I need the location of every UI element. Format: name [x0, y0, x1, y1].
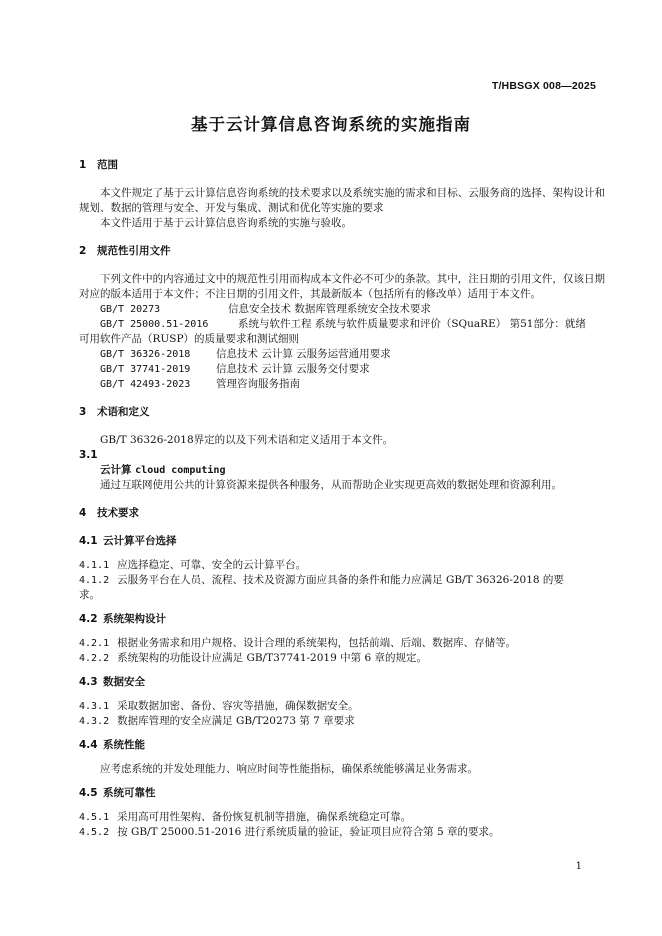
page-title: 基于云计算信息咨询系统的实施指南	[191, 115, 471, 134]
reference-title: 系统与软件工程 系统与软件质量要求和评价（SQuaRE） 第51部分：就绪	[238, 318, 586, 330]
references-intro: 下列文件中的内容通过文中的规范性引用而构成本文件必不可少的条款。其中，注日期的引用文件，仅该日期对应的版本适用于本文件；不注日期的引用文件，其最新版本（包括所有的修改单）适用于本文件。	[79, 273, 605, 300]
clause-continuation: 求。	[79, 589, 100, 601]
section-number: 4	[79, 507, 87, 519]
clause-number: 4.1.1	[79, 560, 110, 571]
subsection-number: 4.2	[79, 613, 98, 625]
reference-title: 管理咨询服务指南	[216, 378, 300, 390]
section-3-heading	[79, 405, 605, 420]
section-1-heading	[79, 158, 605, 173]
subsection-number: 4.3	[79, 676, 98, 688]
clause-item	[79, 651, 605, 666]
reference-item	[79, 362, 605, 377]
clause-text: 系统架构的功能设计应满足 GB/T37741-2019 中第 6 章的规定。	[117, 652, 427, 664]
section-2-heading	[79, 244, 605, 259]
section-number: 1	[79, 159, 87, 171]
subsection-title: 系统性能	[103, 739, 145, 751]
clause-item	[79, 636, 605, 651]
section-number: 2	[79, 245, 87, 257]
reference-code: GB/T 20273	[100, 304, 161, 315]
subsection-title: 数据安全	[103, 676, 145, 688]
reference-continuation: 可用软件产品（RUSP）的质量要求和测试细则	[79, 333, 300, 345]
clause-number: 4.5.2	[79, 827, 110, 838]
clause-text: 应选择稳定、可靠、安全的云计算平台。	[117, 559, 307, 571]
subsection-4-3-heading	[79, 675, 605, 690]
reference-item	[79, 317, 605, 332]
subsection-title: 系统可靠性	[103, 787, 156, 799]
subsection-title: 系统架构设计	[103, 613, 166, 625]
term-definition: 通过互联网使用公共的计算资源来提供各种服务，从而帮助企业实现更高效的数据处理和资源利用。	[100, 479, 562, 491]
subsection-title: 云计算平台选择	[103, 535, 177, 547]
reference-code: GB/T 36326-2018	[100, 349, 191, 360]
reference-code: GB/T 42493-2023	[100, 379, 191, 390]
reference-title: 信息技术 云计算 云服务交付要求	[216, 363, 370, 375]
clause-text: 云服务平台在人员、流程、技术及资源方面应具备的条件和能力应满足 GB/T 36326-2018 的要	[117, 574, 564, 586]
section-number: 3	[79, 406, 87, 418]
clause-text: 数据库管理的安全应满足 GB/T20273 第 7 章要求	[117, 715, 355, 727]
clause-number: 4.3.2	[79, 716, 110, 727]
performance-paragraph: 应考虑系统的并发处理能力、响应时间等性能指标，确保系统能够满足业务需求。	[100, 763, 478, 775]
section-title: 规范性引用文件	[97, 245, 171, 257]
clause-number: 4.2.2	[79, 653, 110, 664]
standard-number: T/HBSGX 008—2025	[491, 80, 596, 92]
term-number: 3.1	[79, 449, 98, 461]
reference-item	[79, 377, 605, 392]
term-english: cloud computing	[135, 465, 226, 476]
subsection-number: 4.5	[79, 787, 98, 799]
page-number: 1	[575, 861, 582, 872]
section-title: 术语和定义	[97, 406, 150, 418]
reference-item	[79, 302, 605, 317]
subsection-4-4-heading	[79, 738, 605, 753]
clause-text: 根据业务需求和用户规格、设计合理的系统架构，包括前端、后端、数据库、存储等。	[117, 637, 517, 649]
scope-paragraph-1: 本文件规定了基于云计算信息咨询系统的技术要求以及系统实施的需求和目标、云服务商的选择、架构设计和规划、数据的管理与安全、开发与集成、测试和优化等实施的要求	[79, 187, 605, 214]
clause-item	[79, 714, 605, 729]
terms-intro: GB/T 36326-2018界定的以及下列术语和定义适用于本文件。	[100, 434, 394, 446]
clause-item	[79, 810, 605, 825]
clause-text: 采取数据加密、备份、容灾等措施，确保数据安全。	[117, 700, 359, 712]
scope-paragraph-2: 本文件适用于基于云计算信息咨询系统的实施与验收。	[100, 217, 352, 229]
clause-text: 采用高可用性架构、备份恢复机制等措施，确保系统稳定可靠。	[117, 811, 412, 823]
clause-item	[79, 558, 605, 573]
reference-code: GB/T 25000.51-2016	[100, 319, 209, 330]
clause-item	[79, 825, 605, 840]
reference-title: 信息安全技术 数据库管理系统安全技术要求	[228, 303, 431, 315]
clause-text: 按 GB/T 25000.51-2016 进行系统质量的验证，验证项目应符合第 5 章的要求。	[117, 826, 500, 838]
document-body	[79, 158, 605, 840]
clause-number: 4.5.1	[79, 812, 110, 823]
subsection-4-5-heading	[79, 786, 605, 801]
subsection-4-1-heading	[79, 534, 605, 549]
term-name	[79, 463, 605, 478]
subsection-4-2-heading	[79, 612, 605, 627]
reference-code: GB/T 37741-2019	[100, 364, 191, 375]
reference-item	[79, 347, 605, 362]
reference-title: 信息技术 云计算 云服务运营通用要求	[216, 348, 391, 360]
subsection-number: 4.1	[79, 535, 98, 547]
clause-item	[79, 699, 605, 714]
term-chinese: 云计算	[100, 464, 132, 476]
clause-number: 4.2.1	[79, 638, 110, 649]
section-4-heading	[79, 506, 605, 521]
clause-number: 4.1.2	[79, 575, 110, 586]
section-title: 技术要求	[97, 507, 139, 519]
subsection-number: 4.4	[79, 739, 98, 751]
section-title: 范围	[97, 159, 118, 171]
clause-number: 4.3.1	[79, 701, 110, 712]
clause-item	[79, 573, 605, 588]
